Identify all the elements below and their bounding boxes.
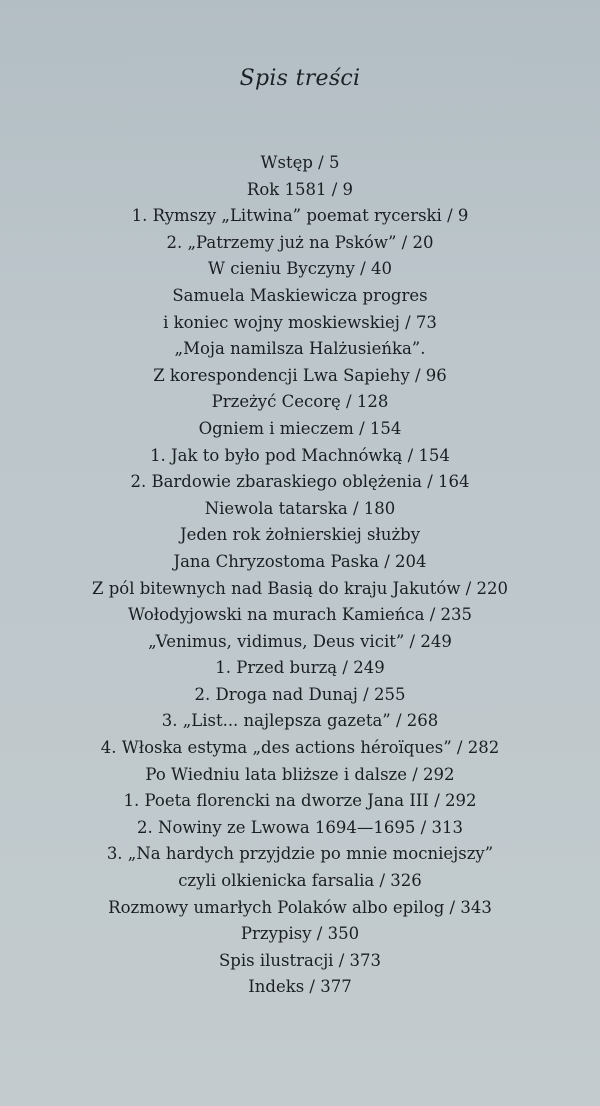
toc-entry: 1. Jak to było pod Machnówką / 154 <box>150 445 450 465</box>
toc-entry: W cieniu Byczyny / 40 <box>208 259 392 279</box>
toc-entry: 1. Poeta florencki na dworze Jana III / 292 <box>123 791 477 811</box>
toc-entry: 2. Droga nad Dunaj / 255 <box>194 684 406 704</box>
toc-entry: Rok 1581 / 9 <box>246 179 354 199</box>
toc-entry: 4. Włoska estyma „des actions héroïques” / 282 <box>100 738 500 758</box>
toc-entry: Indeks / 377 <box>248 977 352 997</box>
toc-entry: Wstęp / 5 <box>260 153 340 172</box>
toc-entry: Po Wiedniu lata bliższe i dalsze / 292 <box>145 764 455 784</box>
toc-entry: Przypisy / 350 <box>240 924 360 944</box>
toc-entry: Spis ilustracji / 373 <box>218 950 382 970</box>
toc-entry: 2. Nowiny ze Lwowa 1694—1695 / 313 <box>137 817 463 837</box>
toc-entry: 1. Rymszy „Litwina” poemat rycerski / 9 <box>131 206 469 226</box>
toc-entry: Wołodyjowski na murach Kamieńca / 235 <box>127 605 473 625</box>
toc-entry: Jana Chryzostoma Paska / 204 <box>173 551 427 571</box>
toc-entry: Z pól bitewnych nad Basią do kraju Jakutów / 220 <box>92 578 508 598</box>
toc-entry: i koniec wojny moskiewskiej / 73 <box>163 312 437 332</box>
toc-entry: Przeżyć Cecorę / 128 <box>211 392 389 412</box>
page-title: Spis treści <box>239 66 361 91</box>
toc-entry: Jeden rok żołnierskiej służby <box>179 525 421 545</box>
toc-entry: czyli olkienicka farsalia / 326 <box>178 871 422 891</box>
toc-entry: „Moja namilsza Halżusieńka”. <box>174 339 426 359</box>
toc-entry: 2. Bardowie zbaraskiego oblężenia / 164 <box>130 472 470 492</box>
toc-entry: „Venimus, vidimus, Deus vicit” / 249 <box>148 631 452 651</box>
toc-entry: Samuela Maskiewicza progres <box>172 285 428 305</box>
table-of-contents <box>0 150 600 1001</box>
toc-entry: Ogniem i mieczem / 154 <box>198 418 402 438</box>
toc-entry: 1. Przed burzą / 249 <box>215 658 385 678</box>
toc-entry: Z korespondencji Lwa Sapiehy / 96 <box>153 365 447 385</box>
toc-entry: Niewola tatarska / 180 <box>204 498 396 518</box>
toc-entry: 3. „Na hardych przyjdzie po mnie mocniejszy” <box>106 844 494 864</box>
toc-entry: 2. „Patrzemy już na Psków” / 20 <box>166 232 434 252</box>
toc-entry: 3. „List... najlepsza gazeta” / 268 <box>161 711 439 731</box>
toc-entry: Rozmowy umarłych Polaków albo epilog / 343 <box>108 897 492 917</box>
